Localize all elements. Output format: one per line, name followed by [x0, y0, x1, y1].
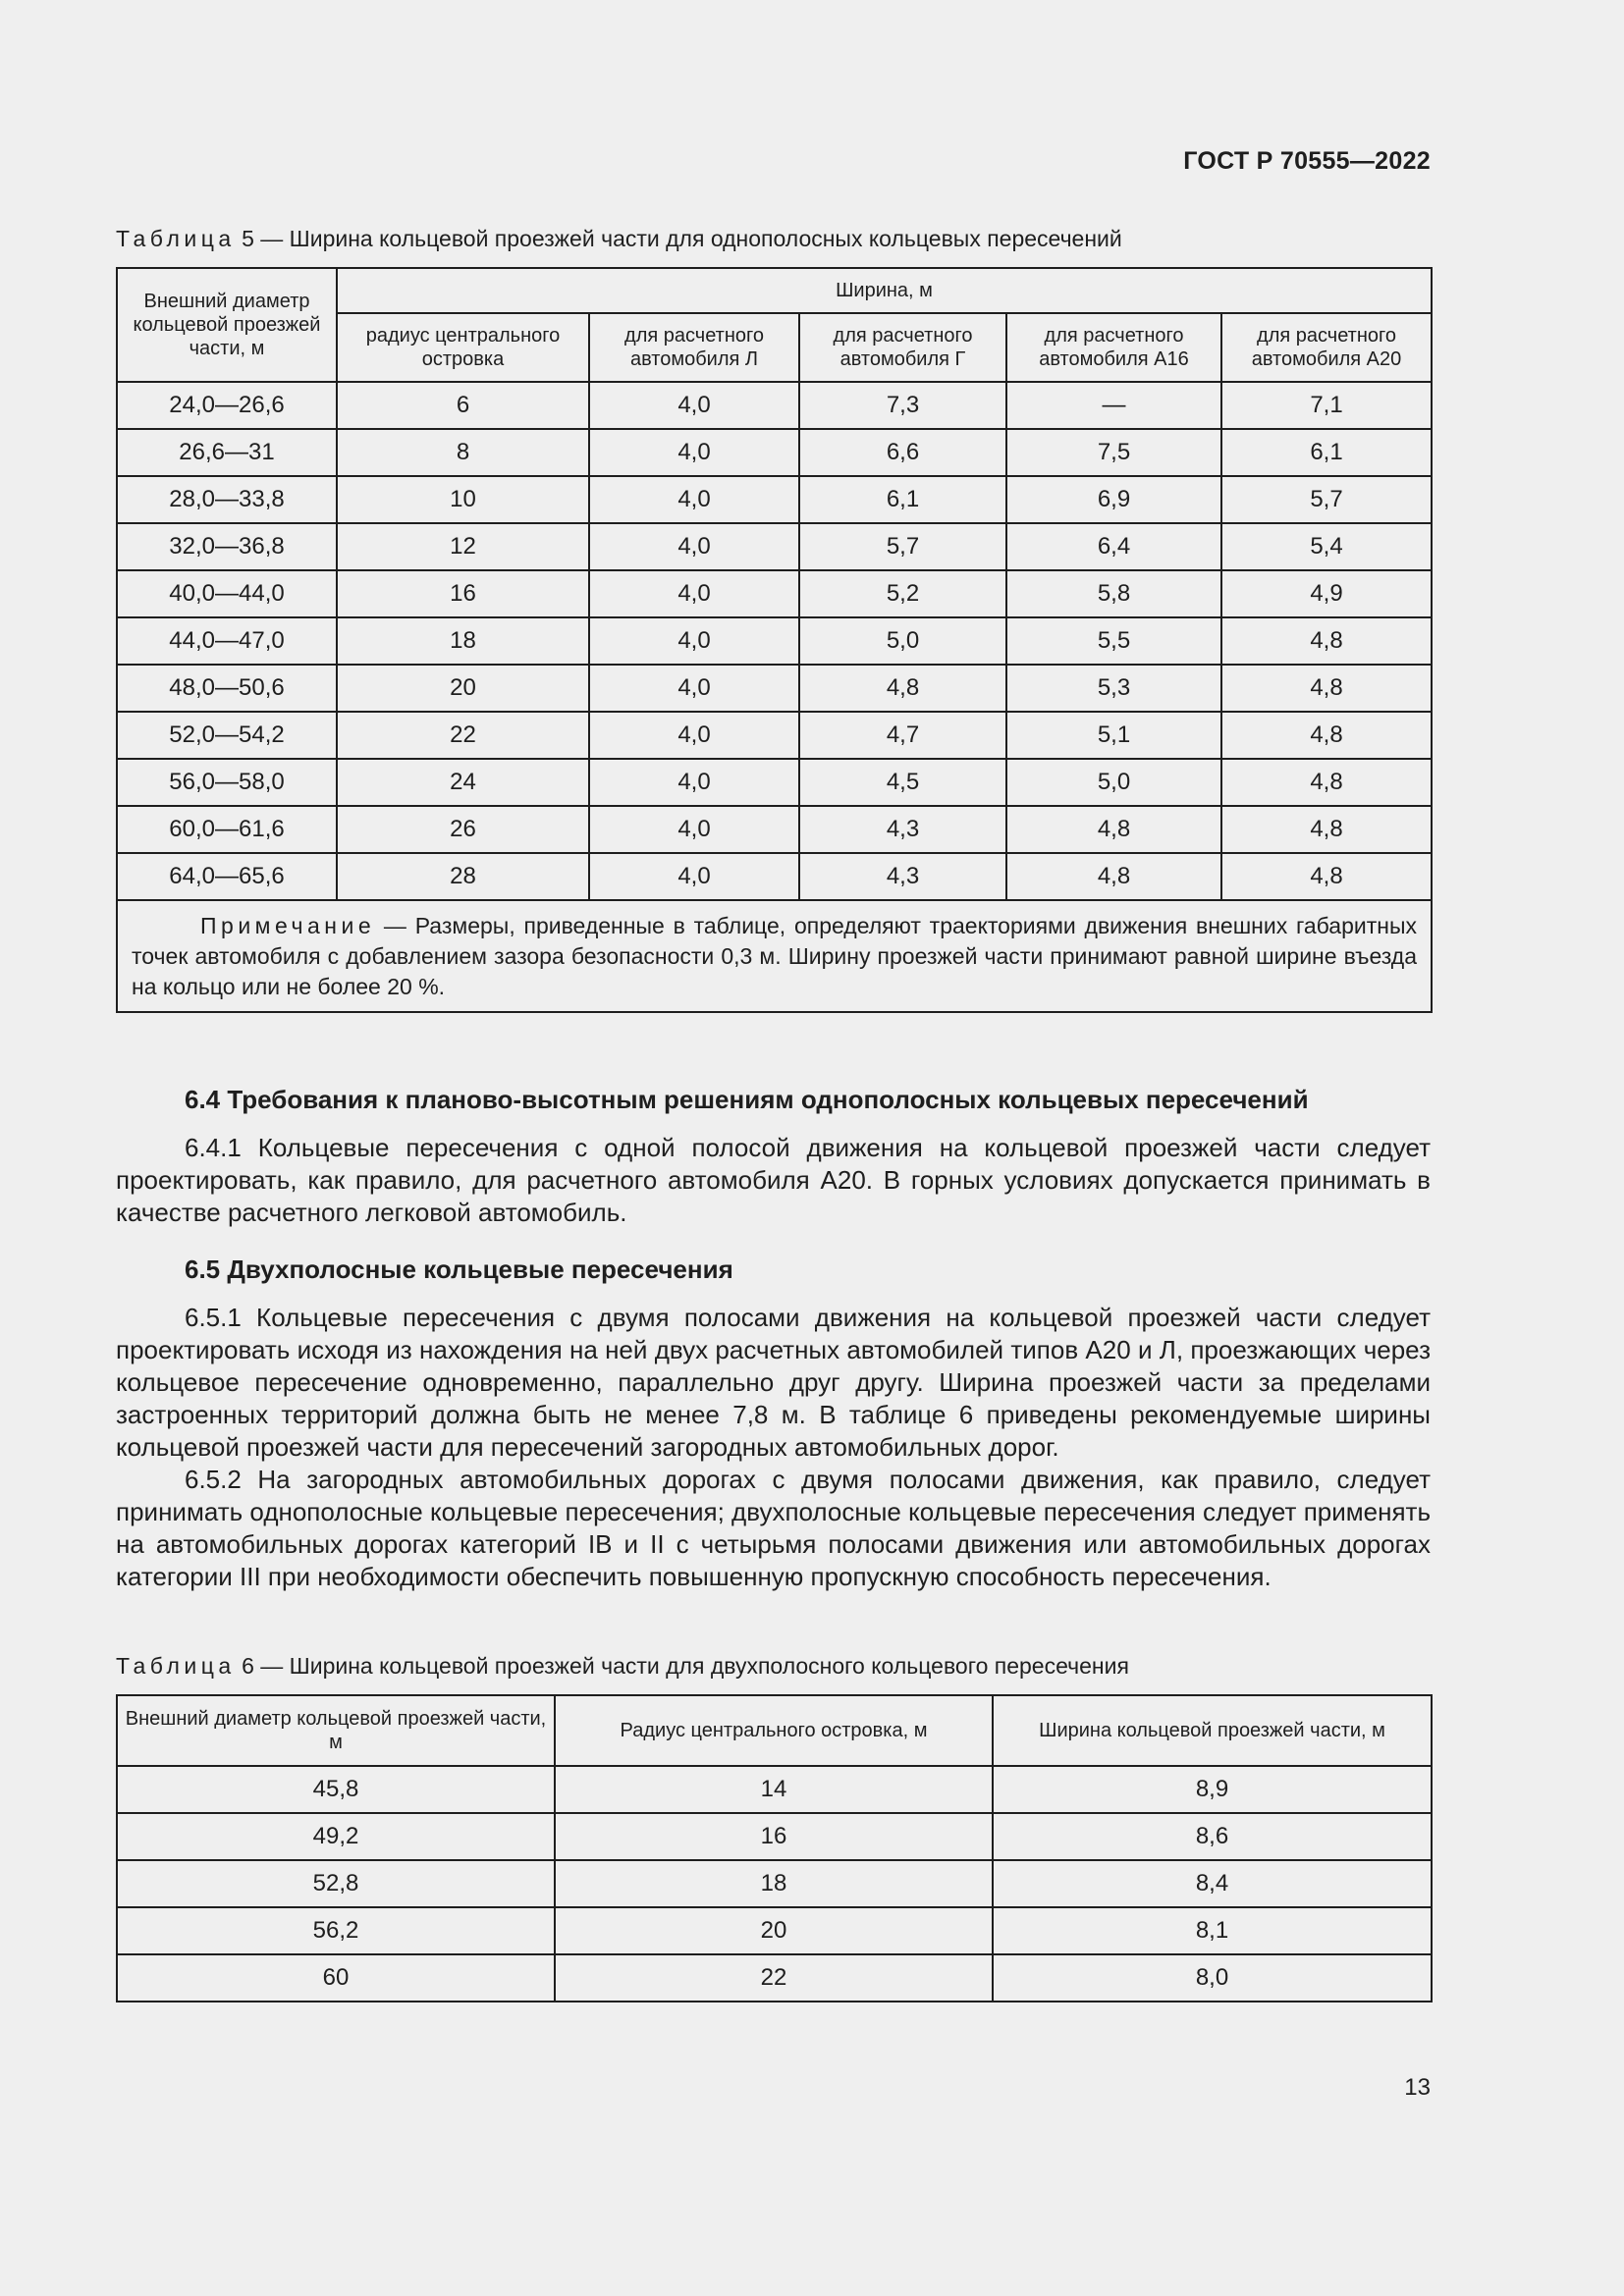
table-row [117, 476, 1432, 523]
table-cell: 4,0 [589, 759, 799, 806]
table-cell: 64,0—65,6 [117, 853, 337, 900]
table5-header-A16: для расчетного автомобиля А16 [1006, 313, 1221, 382]
table-cell: 4,8 [1006, 806, 1221, 853]
table-cell: 52,0—54,2 [117, 712, 337, 759]
table5-header-L: для расчетного автомобиля Л [589, 313, 799, 382]
table5-note-text: — Размеры, приведенные в таблице, определяют траекториями движения внешних габаритных точек автомобиля с добавлением зазора безопасности 0,3 м. Ширину проезжей части принимают равной ширине въезда на кольцо или не более 20 %. [132, 913, 1418, 999]
table-cell: 7,3 [799, 382, 1006, 429]
table5-header-diameter: Внешний диаметр кольцевой проезжей части, м [117, 268, 337, 382]
table-cell: 4,8 [799, 665, 1006, 712]
section-6-5 [116, 1254, 1431, 1593]
table-cell: 8,0 [993, 1954, 1432, 2002]
table-cell: 5,1 [1006, 712, 1221, 759]
table-cell: 60,0—61,6 [117, 806, 337, 853]
table-row [117, 1907, 1432, 1954]
table6-caption-label: Таблица [116, 1653, 236, 1679]
table-cell: 56,0—58,0 [117, 759, 337, 806]
table-row [117, 665, 1432, 712]
table-cell: 4,7 [799, 712, 1006, 759]
table-cell: 6,1 [799, 476, 1006, 523]
table-cell: 5,8 [1006, 570, 1221, 617]
table6-caption [116, 1653, 1129, 1680]
table-row [117, 429, 1432, 476]
table-row [117, 1813, 1432, 1860]
table-cell: 4,8 [1221, 759, 1432, 806]
table-cell: 5,2 [799, 570, 1006, 617]
table-cell: 7,1 [1221, 382, 1432, 429]
table-cell: 20 [555, 1907, 993, 1954]
table-cell: 24 [337, 759, 589, 806]
table-cell: 5,4 [1221, 523, 1432, 570]
document-id-header: ГОСТ Р 70555—2022 [1183, 147, 1431, 175]
table-cell: 4,0 [589, 429, 799, 476]
table-cell: 4,5 [799, 759, 1006, 806]
table-cell: 5,5 [1006, 617, 1221, 665]
table-cell: 5,0 [1006, 759, 1221, 806]
table-row [117, 617, 1432, 665]
table-cell: 4,8 [1221, 617, 1432, 665]
table-cell: — [1006, 382, 1221, 429]
table-cell: 4,0 [589, 806, 799, 853]
table5-header-width-group: Ширина, м [337, 268, 1432, 313]
table-cell: 18 [337, 617, 589, 665]
table-cell: 4,8 [1221, 806, 1432, 853]
table-cell: 4,0 [589, 570, 799, 617]
table-cell: 4,0 [589, 523, 799, 570]
table-cell: 26,6—31 [117, 429, 337, 476]
table-cell: 4,8 [1221, 853, 1432, 900]
table-cell: 24,0—26,6 [117, 382, 337, 429]
table5 [116, 267, 1433, 1013]
table-cell: 16 [555, 1813, 993, 1860]
table-cell: 28,0—33,8 [117, 476, 337, 523]
table-row [117, 1766, 1432, 1813]
table-cell: 44,0—47,0 [117, 617, 337, 665]
table-cell: 8,4 [993, 1860, 1432, 1907]
table5-note-label: Примечание [200, 913, 376, 938]
table-row [117, 712, 1432, 759]
table-cell: 8 [337, 429, 589, 476]
table-cell: 7,5 [1006, 429, 1221, 476]
table-cell: 10 [337, 476, 589, 523]
table-cell: 56,2 [117, 1907, 555, 1954]
table-cell: 4,0 [589, 476, 799, 523]
table-cell: 22 [555, 1954, 993, 2002]
paragraph-6-4-1: 6.4.1 Кольцевые пересечения с одной полосой движения на кольцевой проезжей части следует проектировать, как правило, для расчетного автомобиля А20. В горных условиях допускается принимать в качестве расчетного легковой автомобиль. [116, 1133, 1431, 1227]
table-cell: 40,0—44,0 [117, 570, 337, 617]
table5-header-G: для расчетного автомобиля Г [799, 313, 1006, 382]
page-number: 13 [1404, 2074, 1431, 2101]
table-cell: 14 [555, 1766, 993, 1813]
table-cell: 4,0 [589, 853, 799, 900]
table-cell: 4,8 [1006, 853, 1221, 900]
table-cell: 6 [337, 382, 589, 429]
table-cell: 16 [337, 570, 589, 617]
table-row [117, 853, 1432, 900]
table-cell: 52,8 [117, 1860, 555, 1907]
table-cell: 5,3 [1006, 665, 1221, 712]
table-cell: 4,8 [1221, 712, 1432, 759]
table5-caption-label: Таблица [116, 226, 236, 251]
section-6-4 [116, 1084, 1431, 1229]
table-row [117, 382, 1432, 429]
table-cell: 4,0 [589, 712, 799, 759]
table-cell: 6,4 [1006, 523, 1221, 570]
table-cell: 5,7 [1221, 476, 1432, 523]
table-cell: 8,6 [993, 1813, 1432, 1860]
table-row [117, 1954, 1432, 2002]
table-cell: 4,8 [1221, 665, 1432, 712]
table-cell: 6,6 [799, 429, 1006, 476]
table-cell: 26 [337, 806, 589, 853]
table-cell: 5,0 [799, 617, 1006, 665]
table-cell: 49,2 [117, 1813, 555, 1860]
table-cell: 4,0 [589, 665, 799, 712]
table-row [117, 1860, 1432, 1907]
table-row [117, 570, 1432, 617]
table-cell: 32,0—36,8 [117, 523, 337, 570]
table-cell: 48,0—50,6 [117, 665, 337, 712]
table-cell: 6,9 [1006, 476, 1221, 523]
table-cell: 4,0 [589, 382, 799, 429]
table-cell: 28 [337, 853, 589, 900]
table-cell: 4,3 [799, 806, 1006, 853]
table5-note [117, 900, 1432, 1012]
table5-header-radius: радиус центрального островка [337, 313, 589, 382]
table-cell: 4,0 [589, 617, 799, 665]
table6-caption-text: 6 — Ширина кольцевой проезжей части для двухполосного кольцевого пересечения [235, 1653, 1129, 1679]
table5-caption [116, 226, 1122, 252]
table5-caption-text: 5 — Ширина кольцевой проезжей части для однополосных кольцевых пересечений [235, 226, 1122, 251]
table-row [117, 523, 1432, 570]
table6-header-radius: Радиус центрального островка, м [555, 1695, 993, 1766]
table-cell: 4,3 [799, 853, 1006, 900]
table-cell: 5,7 [799, 523, 1006, 570]
paragraph-6-5-2: 6.5.2 На загородных автомобильных дорогах с двумя полосами движения, как правило, следует принимать однополосные кольцевые пересечения; двухполосные кольцевые пересечения следует применять на автомобильных дорогах категорий IB и II с четырьмя полосами движения или автомобильных дорогах категории III при необходимости обеспечить повышенную пропускную способность пересечения. [116, 1465, 1431, 1591]
table-cell: 45,8 [117, 1766, 555, 1813]
table-cell: 60 [117, 1954, 555, 2002]
section-6-5-heading: 6.5 Двухполосные кольцевые пересечения [185, 1255, 733, 1284]
table-cell: 6,1 [1221, 429, 1432, 476]
table-row [117, 806, 1432, 853]
table5-header-A20: для расчетного автомобиля А20 [1221, 313, 1432, 382]
table6-header-diameter: Внешний диаметр кольцевой проезжей части, м [117, 1695, 555, 1766]
table-cell: 4,9 [1221, 570, 1432, 617]
table-cell: 12 [337, 523, 589, 570]
section-6-4-heading: 6.4 Требования к планово-высотным решениям однополосных кольцевых пересечений [185, 1085, 1309, 1114]
table-cell: 8,9 [993, 1766, 1432, 1813]
paragraph-6-5-1: 6.5.1 Кольцевые пересечения с двумя полосами движения на кольцевой проезжей части следует проектировать исходя из нахождения на ней двух расчетных автомобилей типов А20 и Л, проезжающих через кольцевое пересечение одновременно, параллельно друг другу. Ширина проезжей части за пределами застроенных территорий должна быть не менее 7,8 м. В таблице 6 приведены рекомендуемые ширины кольцевой проезжей части для пересечений загородных автомобильных дорог. [116, 1303, 1431, 1462]
table-cell: 20 [337, 665, 589, 712]
table6 [116, 1694, 1433, 2002]
table-cell: 8,1 [993, 1907, 1432, 1954]
table-row [117, 759, 1432, 806]
table-cell: 22 [337, 712, 589, 759]
table6-header-width: Ширина кольцевой проезжей части, м [993, 1695, 1432, 1766]
table-cell: 18 [555, 1860, 993, 1907]
